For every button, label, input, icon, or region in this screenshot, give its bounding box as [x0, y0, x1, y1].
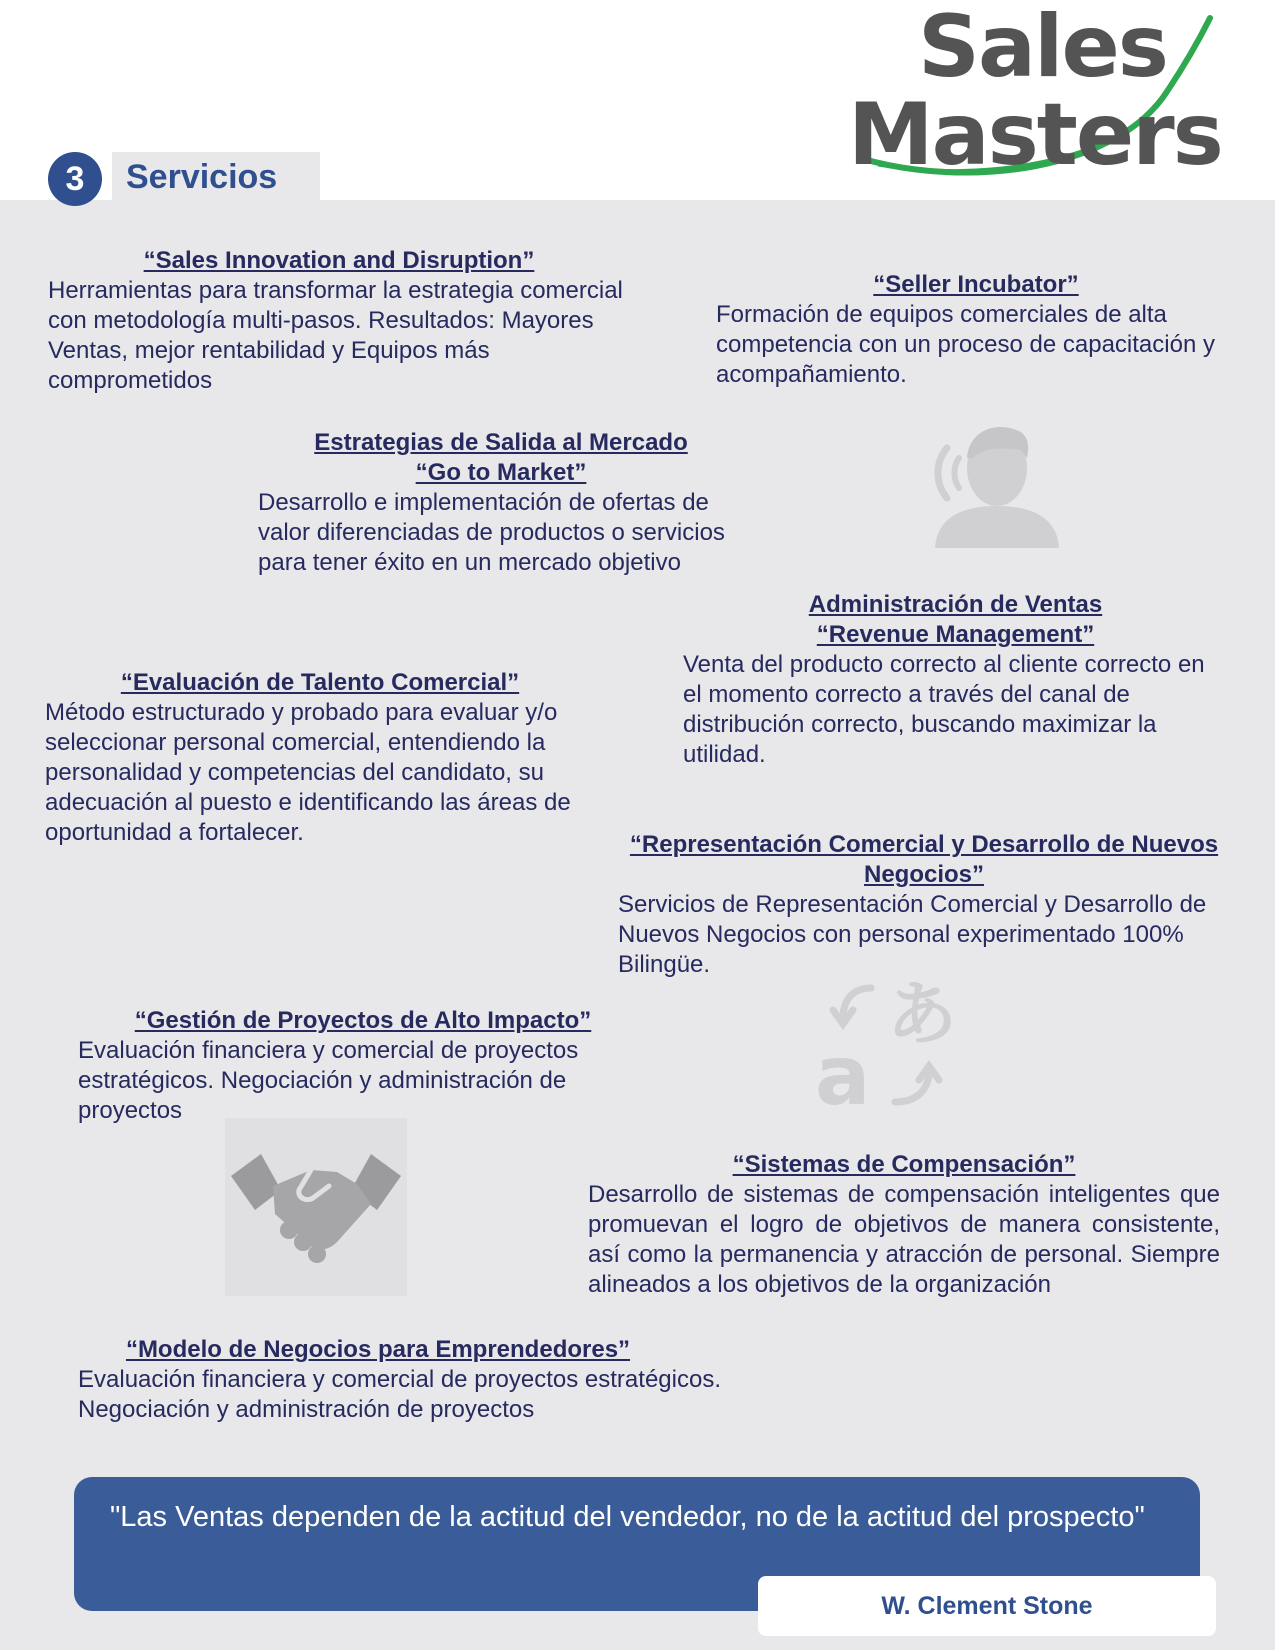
svg-text:あ: あ	[887, 980, 957, 1055]
service-title-line2: “Go to Market”	[415, 459, 587, 486]
logo-word-masters: Masters	[848, 85, 1222, 185]
person-speaking-icon	[925, 418, 1059, 548]
handshake-icon	[225, 1118, 407, 1296]
service-go-to-market	[258, 428, 744, 578]
service-talent-evaluation	[45, 668, 595, 848]
service-title-line1: Estrategias de Salida al Mercado	[314, 429, 688, 456]
service-title: “Gestión de Proyectos de Alto Impacto”	[134, 1007, 592, 1034]
logo-word-sales: Sales	[918, 0, 1167, 97]
service-commercial-representation	[618, 830, 1230, 980]
quote-text: "Las Ventas dependen de la actitud del vendedor, no de la actitud del prospecto"	[110, 1501, 1145, 1533]
translate-icon	[815, 980, 965, 1110]
svg-text:a: a	[815, 1029, 871, 1110]
service-business-model	[78, 1335, 738, 1425]
section-tab	[112, 152, 320, 200]
section-title: Servicios	[126, 158, 278, 196]
service-title-line1: Administración de Ventas	[808, 591, 1103, 618]
service-title: “Seller Incubator”	[873, 271, 1079, 298]
service-description: Método estructurado y probado para evaluar y/o seleccionar personal comercial, entendiendo la personalidad y competencias del candidato, su adecuación al puesto e identificando las áreas de oportunidad a fortalecer.	[45, 699, 571, 846]
service-description: Evaluación financiera y comercial de proyectos estratégicos. Negociación y administración de proyectos	[78, 1037, 579, 1124]
service-title: “Representación Comercial y Desarrollo de Nuevos Negocios”	[629, 831, 1219, 888]
handshake-icon-panel	[225, 1118, 407, 1296]
service-description: Venta del producto correcto al cliente correcto en el momento correcto a través del canal de distribución correcto, buscando maximizar la utilidad.	[683, 651, 1205, 768]
service-description: Herramientas para transformar la estrategia comercial con metodología multi-pasos. Resultados: Mayores Ventas, mejor rentabilidad y Equipos más comprometidos	[48, 277, 623, 394]
service-compensation-systems	[588, 1150, 1220, 1300]
service-description: Desarrollo e implementación de ofertas de valor diferenciadas de productos o servicios para tener éxito en un mercado objetivo	[258, 489, 725, 576]
service-description: Formación de equipos comerciales de alta competencia con un proceso de capacitación y acompañamiento.	[716, 301, 1215, 388]
quote-author: W. Clement Stone	[881, 1592, 1093, 1620]
quote-author-box	[758, 1576, 1216, 1636]
service-title: “Modelo de Negocios para Emprendedores”	[125, 1336, 631, 1363]
sales-masters-logo	[848, 0, 1248, 190]
service-title: “Evaluación de Talento Comercial”	[120, 669, 520, 696]
service-description: Servicios de Representación Comercial y Desarrollo de Nuevos Negocios con personal experimentado 100% Bilingüe.	[618, 891, 1207, 978]
service-project-management	[78, 1006, 648, 1126]
service-seller-incubator	[716, 270, 1236, 390]
service-description: Desarrollo de sistemas de compensación inteligentes que promuevan el logro de objetivos de manera consistente, así como la permanencia y atracción de personal. Siempre alineados a los objetivos de la organización	[588, 1181, 1220, 1298]
service-title: “Sistemas de Compensación”	[732, 1151, 1076, 1178]
service-title: “Sales Innovation and Disruption”	[143, 247, 535, 274]
section-number-badge: 3	[48, 152, 102, 206]
service-revenue-management	[683, 590, 1228, 770]
service-title-line2: “Revenue Management”	[816, 621, 1095, 648]
service-description: Evaluación financiera y comercial de proyectos estratégicos. Negociación y administración de proyectos	[78, 1366, 721, 1423]
service-sales-innovation	[48, 246, 630, 396]
